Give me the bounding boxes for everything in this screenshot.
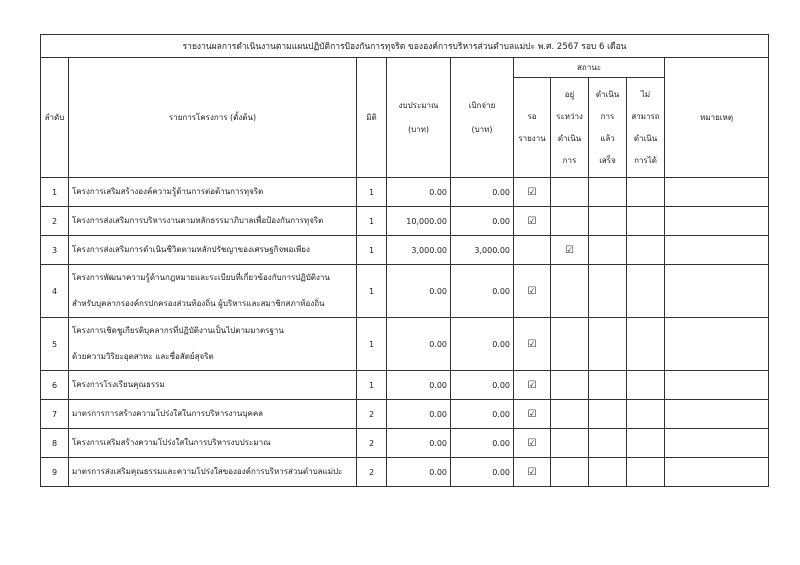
- row-dimension: 1: [357, 236, 387, 265]
- row-project-name: [69, 400, 357, 429]
- header-seq: ลำดับ: [41, 58, 69, 178]
- table-row: [41, 458, 769, 487]
- row-budget: 0.00: [387, 458, 451, 487]
- row-status-done: [589, 265, 627, 318]
- row-dimension: 1: [357, 265, 387, 318]
- header-dimension: มิติ: [357, 58, 387, 178]
- row-remark: [665, 178, 769, 207]
- row-spent: 0.00: [451, 265, 514, 318]
- row-status-in-progress: [551, 318, 589, 371]
- table-row: [41, 207, 769, 236]
- row-status-in-progress: [551, 265, 589, 318]
- checkbox-checked-icon: ☑: [527, 408, 537, 420]
- row-budget: 0.00: [387, 265, 451, 318]
- row-dimension: 1: [357, 371, 387, 400]
- row-status-done: [589, 207, 627, 236]
- checkbox-checked-icon: ☑: [527, 466, 537, 478]
- row-seq: 5: [41, 318, 69, 371]
- row-budget: 0.00: [387, 318, 451, 371]
- row-status-waiting: [514, 371, 551, 400]
- row-project-name: [69, 318, 357, 371]
- row-status-done: [589, 458, 627, 487]
- header-project: รายการโครงการ (ตั้งต้น): [69, 58, 357, 178]
- header-status-unable: ไม่ สามารถ ดำเนิน การได้: [627, 78, 665, 178]
- row-spent: 0.00: [451, 178, 514, 207]
- checkbox-checked-icon: ☑: [527, 338, 537, 350]
- row-status-unable: [627, 265, 665, 318]
- row-status-waiting: [514, 318, 551, 371]
- report-rows: [41, 178, 769, 487]
- checkbox-checked-icon: ☑: [527, 437, 537, 449]
- header-status-done: ดำเนิน การ แล้วเสร็จ: [589, 78, 627, 178]
- row-seq: 8: [41, 429, 69, 458]
- row-remark: [665, 371, 769, 400]
- row-status-in-progress: [551, 371, 589, 400]
- row-dimension: 2: [357, 458, 387, 487]
- row-spent: 0.00: [451, 318, 514, 371]
- row-remark: [665, 458, 769, 487]
- table-row: [41, 265, 769, 318]
- row-project-line: โครงการส่งเสริมการดำเนินชีวิตตามหลักปรัชญาของเศรษฐกิจพอเพียง: [72, 245, 310, 254]
- row-project-line: มาตรการส่งเสริมคุณธรรมและความโปร่งใสขององค์การบริหารส่วนตำบลแม่ปะ: [72, 467, 343, 476]
- table-row: [41, 371, 769, 400]
- row-status-in-progress: [551, 178, 589, 207]
- checkbox-checked-icon: ☑: [527, 215, 537, 227]
- row-project-line: โครงการเสริมสร้างความโปร่งใสในการบริหารงบประมาณ: [72, 438, 271, 447]
- row-project-name: [69, 371, 357, 400]
- row-status-done: [589, 178, 627, 207]
- row-budget: 0.00: [387, 400, 451, 429]
- row-status-done: [589, 236, 627, 265]
- row-status-waiting: [514, 265, 551, 318]
- table-row: [41, 429, 769, 458]
- row-status-unable: [627, 400, 665, 429]
- row-status-waiting: [514, 207, 551, 236]
- row-seq: 2: [41, 207, 69, 236]
- header-budget: งบประมาณ (บาท): [387, 58, 451, 178]
- row-status-unable: [627, 236, 665, 265]
- row-project-name: [69, 458, 357, 487]
- header-status: สถานะ: [514, 58, 665, 78]
- report-table: [40, 34, 769, 487]
- row-status-waiting: [514, 236, 551, 265]
- row-budget: 0.00: [387, 371, 451, 400]
- header-spent: เบิกจ่าย (บาท): [451, 58, 514, 178]
- row-remark: [665, 236, 769, 265]
- row-status-in-progress: [551, 207, 589, 236]
- row-spent: 0.00: [451, 207, 514, 236]
- checkbox-checked-icon: ☑: [527, 379, 537, 391]
- row-seq: 1: [41, 178, 69, 207]
- row-budget: 3,000.00: [387, 236, 451, 265]
- row-status-unable: [627, 207, 665, 236]
- row-status-unable: [627, 371, 665, 400]
- row-budget: 0.00: [387, 429, 451, 458]
- row-status-in-progress: [551, 458, 589, 487]
- row-seq: 6: [41, 371, 69, 400]
- row-status-done: [589, 318, 627, 371]
- checkbox-checked-icon: ☑: [527, 285, 537, 297]
- row-project-line: มาตรการการสร้างความโปร่งใสในการบริหารงานบุคคล: [72, 409, 264, 418]
- row-status-waiting: [514, 458, 551, 487]
- row-remark: [665, 318, 769, 371]
- row-dimension: 2: [357, 400, 387, 429]
- row-seq: 3: [41, 236, 69, 265]
- row-dimension: 2: [357, 429, 387, 458]
- row-remark: [665, 429, 769, 458]
- header-status-waiting: รอ รายงาน: [514, 78, 551, 178]
- row-budget: 10,000.00: [387, 207, 451, 236]
- row-status-waiting: [514, 429, 551, 458]
- row-project-name: [69, 178, 357, 207]
- row-status-in-progress: [551, 236, 589, 265]
- row-seq: 7: [41, 400, 69, 429]
- row-project-line: ด้วยความวิริยะอุตสาหะ และซื่อสัตย์สุจริต: [72, 352, 214, 361]
- row-project-line: โครงการส่งเสริมการบริหารงานตามหลักธรรมาภิบาลเพื่อป้องกันการทุจริต: [72, 216, 324, 225]
- checkbox-checked-icon: ☑: [527, 186, 537, 198]
- row-status-in-progress: [551, 400, 589, 429]
- row-spent: 0.00: [451, 458, 514, 487]
- row-status-unable: [627, 178, 665, 207]
- table-row: [41, 178, 769, 207]
- row-project-line: โครงการโรงเรียนคุณธรรม: [72, 380, 165, 389]
- row-spent: 3,000.00: [451, 236, 514, 265]
- row-budget: 0.00: [387, 178, 451, 207]
- row-project-name: [69, 236, 357, 265]
- row-spent: 0.00: [451, 400, 514, 429]
- row-seq: 9: [41, 458, 69, 487]
- checkbox-checked-icon: ☑: [565, 244, 574, 256]
- row-remark: [665, 207, 769, 236]
- row-project-name: [69, 265, 357, 318]
- row-status-done: [589, 371, 627, 400]
- row-status-unable: [627, 458, 665, 487]
- table-row: [41, 400, 769, 429]
- table-row: [41, 318, 769, 371]
- row-remark: [665, 400, 769, 429]
- row-project-line: สำหรับบุคลากรองค์กรปกครองส่วนท้องถิ่น ผู้บริหารและสมาชิกสภาท้องถิ่น: [72, 299, 325, 308]
- header-remark: หมายเหตุ: [665, 58, 769, 178]
- row-seq: 4: [41, 265, 69, 318]
- row-dimension: 1: [357, 207, 387, 236]
- row-status-waiting: [514, 178, 551, 207]
- row-status-in-progress: [551, 429, 589, 458]
- row-dimension: 1: [357, 178, 387, 207]
- row-status-done: [589, 429, 627, 458]
- row-remark: [665, 265, 769, 318]
- row-project-line: โครงการพัฒนาความรู้ด้านกฎหมายและระเบียบที่เกี่ยวข้องกับการปฏิบัติงาน: [72, 273, 330, 282]
- table-row: [41, 236, 769, 265]
- row-status-done: [589, 400, 627, 429]
- row-project-line: โครงการเสริมสร้างองค์ความรู้ด้านการต่อต้านการทุจริต: [72, 187, 264, 196]
- report-title: รายงานผลการดำเนินงานตามแผนปฏิบัติการป้องกันการทุจริต ขององค์การบริหารส่วนตำบลแม่ปะ พ.ศ. 2567 รอบ 6 เดือน: [41, 35, 769, 58]
- row-project-line: โครงการเชิดชูเกียรติบุคลากรที่ปฏิบัติงานเป็นไปตามมาตรฐาน: [72, 326, 284, 335]
- row-dimension: 1: [357, 318, 387, 371]
- row-spent: 0.00: [451, 371, 514, 400]
- header-status-in-progress: อยู่ ระหว่าง ดำเนิน การ: [551, 78, 589, 178]
- row-project-name: [69, 429, 357, 458]
- row-status-unable: [627, 318, 665, 371]
- row-spent: 0.00: [451, 429, 514, 458]
- row-status-waiting: [514, 400, 551, 429]
- row-status-unable: [627, 429, 665, 458]
- row-project-name: [69, 207, 357, 236]
